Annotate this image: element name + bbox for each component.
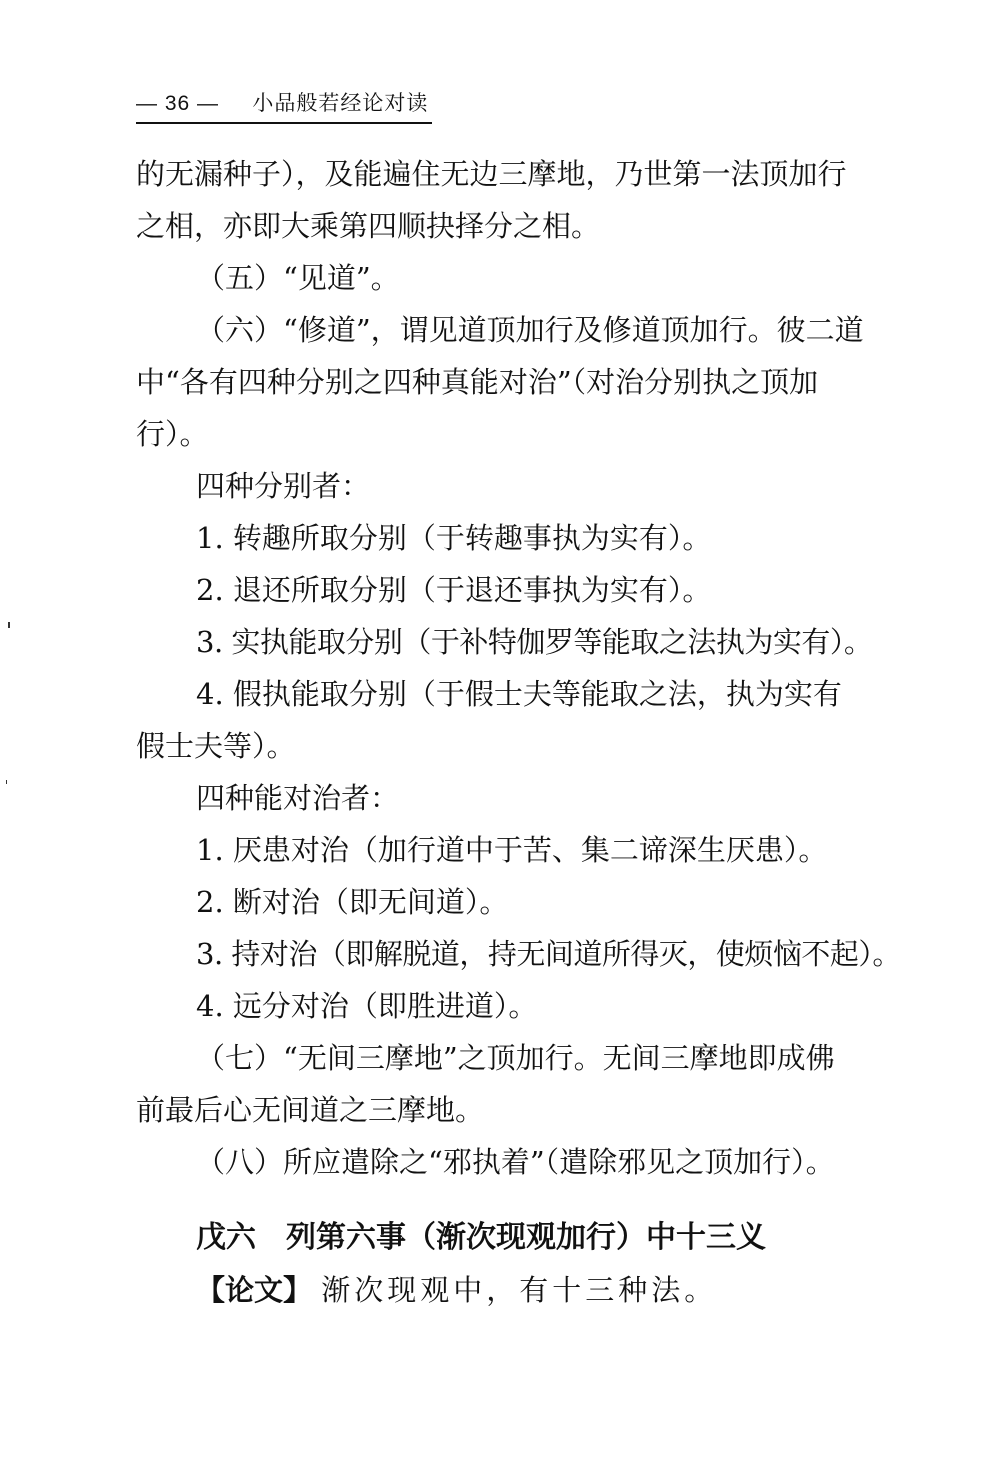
lunwen-paragraph bbox=[196, 1264, 896, 1316]
text-line: 的无漏种子），及能遍住无边三摩地，乃世第一法顶加行 bbox=[136, 157, 847, 191]
list-item: 3. 持对治（即解脱道，持无间道所得灭，使烦恼不起）。 bbox=[196, 937, 901, 971]
list-item: 1. 转趣所取分别（于转趣事执为实有）。 bbox=[196, 521, 712, 555]
text-line: （八）所应遣除之“邪执着”（遣除邪见之顶加行）。 bbox=[196, 1145, 835, 1179]
section-heading bbox=[196, 1212, 896, 1264]
header-rule bbox=[136, 122, 432, 124]
list-item: 2. 退还所取分别（于退还事执为实有）。 bbox=[196, 573, 712, 607]
running-header bbox=[136, 90, 436, 117]
text-line: （五）“见道”。 bbox=[196, 261, 400, 295]
text-line: 前最后心无间道之三摩地。 bbox=[136, 1093, 485, 1127]
list-item: 3. 实执能取分别（于补特伽罗等能取之法执为实有）。 bbox=[196, 625, 873, 659]
text-line: 行）。 bbox=[136, 417, 209, 451]
text-line: 中“各有四种分别之四种真能对治”（对治分别执之顶加 bbox=[136, 365, 819, 399]
list-heading: 四种分别者： bbox=[196, 469, 371, 503]
text-line: （七）“无间三摩地”之顶加行。无间三摩地即成佛 bbox=[196, 1041, 835, 1075]
page-number: — 36 — bbox=[136, 92, 220, 115]
scan-speck bbox=[6, 780, 7, 784]
scan-speck bbox=[8, 622, 10, 628]
list-item: 2. 断对治（即无间道）。 bbox=[196, 885, 509, 919]
list-item: 4. 远分对治（即胜进道）。 bbox=[196, 989, 538, 1023]
text-line: （六）“修道”，谓见道顶加行及修道顶加行。彼二道 bbox=[196, 313, 864, 347]
body-text bbox=[136, 148, 901, 1188]
text-line: 之相，亦即大乘第四顺抉择分之相。 bbox=[136, 209, 601, 243]
lunwen-text: 渐次现观中，有十三种法。 bbox=[321, 1273, 718, 1307]
lunwen-tag: 【论文】 bbox=[196, 1273, 313, 1307]
book-title: 小品般若经论对读 bbox=[252, 91, 429, 115]
list-item: 1. 厌患对治（加行道中于苦、集二谛深生厌患）。 bbox=[196, 833, 828, 867]
list-heading: 四种能对治者： bbox=[196, 781, 400, 815]
section-label: 戊六 bbox=[196, 1220, 256, 1255]
text-line: 假士夫等）。 bbox=[136, 729, 296, 763]
section-title: 列第六事（渐次现观加行）中十三义 bbox=[286, 1220, 766, 1255]
list-item: 4. 假执能取分别（于假士夫等能取之法，执为实有 bbox=[196, 677, 842, 711]
